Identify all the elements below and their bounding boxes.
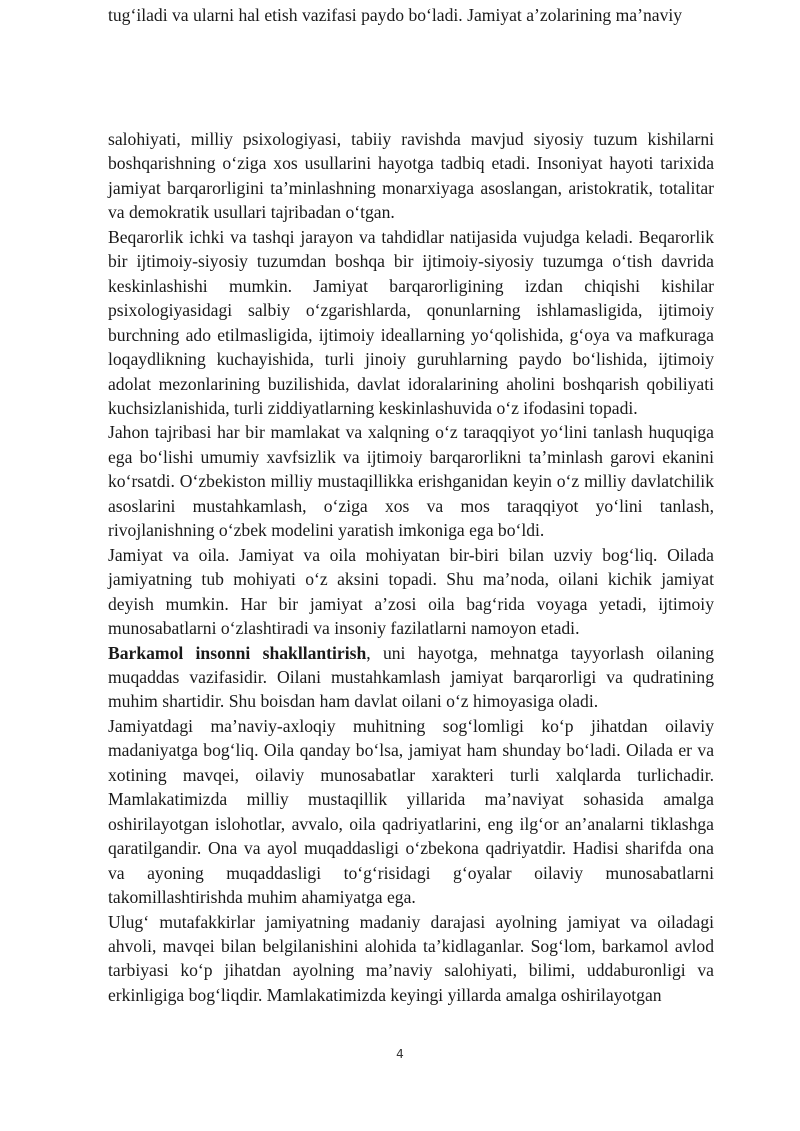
paragraph-moral-climate: Jamiyatdagi ma’naviy-axloqiy muhitning sog‘lomligi ko‘p jihatdan oilaviy madaniyatga bog‘liq. Oila qanday bo‘lsa, jamiyat ham shunday bo‘ladi. Oilada er va xotining mavqei, oilaviy munosabatlar xarakteri turli xalqlarda turlichadir. Mamlakatimizda milliy mustaqillik yillarida ma’naviyat sohasida amalga oshirilayotgan islohotlar, avvalo, oila qadriyatlarini, eng ilg‘or an’analarni tiklashga qaratilgandir. Ona va ayol muqaddasligi o‘zbekona qadriyatdir. Hadisi sharifda ona va ayoning muqaddasligi to‘g‘risidagi g‘oyalar oilaviy munosabatlarni takomillashtirishda muhim ahamiyatga ega. — [108, 715, 714, 908]
paragraph-instability: Beqarorlik ichki va tashqi jarayon va tahdidlar natijasida vujudga keladi. Beqarorlik bir ijtimoiy-siyosiy tuzumdan boshqa bir ijtimoiy-siyosiy tuzumga o‘tish davrida keskinlashishi mumkin. Jamiyat barqarorligining izdan chiqishi kishilar psixologiyasidagi salbiy o‘zgarishlarda, qonunlarning ishlamasligida, ijtimoiy burchning ado etilmasligida, ijtimoiy ideallarning yo‘qolishida, g‘oya va mafkuraga loqaydlikning kuchayishida, turli jinoiy guruhlarning paydo bo‘lishida, ijtimoiy adolat mezonlarining buzilishida, davlat idoralarining aholini boshqarish qobiliyati kuchsizlanishida, turli ziddiyatlarning keskinlashuvida o‘z ifodasini topadi. — [108, 226, 714, 418]
main-text-block — [108, 127, 714, 1007]
paragraph-harmonious-person — [108, 641, 714, 714]
page-number: 4 — [396, 1047, 404, 1061]
paragraph-stability-methods: salohiyati, milliy psixologiyasi, tabiiy ravishda mavjud siyosiy tuzum kishilarni boshqarishning o‘ziga xos usullarini hayotga tadbiq etadi. Insoniyat hayoti tarixida jamiyat barqarorligini ta’minlashning monarxiyaga asoslangan, aristokratik, totalitar va demokratik usullari tajribadan o‘tgan. — [108, 129, 714, 223]
paragraph-rest: , uni hayotga, mehnatga tayyorlash oilaning muqaddas vazifasidir. Oilani mustahkamlash jamiyat barqarorligi va qudratining muhim shartidir. Shu boisdan ham davlat oilani o‘z himoyasiga oladi. — [108, 642, 714, 712]
top-text-block — [108, 3, 714, 27]
bold-phrase: Barkamol insonni shakllantirish — [108, 642, 367, 663]
paragraph-world-experience: Jahon tajribasi har bir mamlakat va xalqning o‘z taraqqiyot yo‘lini tanlash huquqiga ega bo‘lishi umumiy xavfsizlik va ijtimoiy barqarorlikni ta’minlash garovi ekanini ko‘rsatdi. O‘zbekiston milliy mustaqillikka erishganidan keyin o‘z milliy davlatchilik asoslarini mustahkamlash, o‘ziga xos va mos taraqqiyot yo‘lini tanlash, rivojlanishning o‘zbek modelini yaratish imkoniga ega bo‘ldi. — [108, 422, 714, 541]
paragraph-top: tug‘iladi va ularni hal etish vazifasi paydo bo‘ladi. Jamiyat a’zolarining ma’naviy — [108, 5, 683, 25]
paragraph-society-family: Jamiyat va oila. Jamiyat va oila mohiyatan bir-biri bilan uzviy bog‘liq. Oilada jamiyatning tub mohiyati o‘z aksini topadi. Shu ma’noda, oilani kichik jamiyat deyish mumkin. Har bir jamiyat a’zosi oila bag‘rida voyaga yetadi, ijtimoiy munosabatlarni o‘zlashtiradi va insoniy fazilatlarni namoyon etadi. — [108, 544, 714, 639]
paragraph-great-thinkers: Ulug‘ mutafakkirlar jamiyatning madaniy darajasi ayolning jamiyat va oiladagi ahvoli, mavqei bilan belgilanishini alohida ta’kidlaganlar. Sog‘lom, barkamol avlod tarbiyasi ko‘p jihatdan ayolning ma’naviy salohiyati, bilimi, uddaburonligi va erkinligiga bog‘liqdir. Mamlakatimizda keyingi yillarda amalga oshirilayotgan — [108, 911, 714, 1005]
